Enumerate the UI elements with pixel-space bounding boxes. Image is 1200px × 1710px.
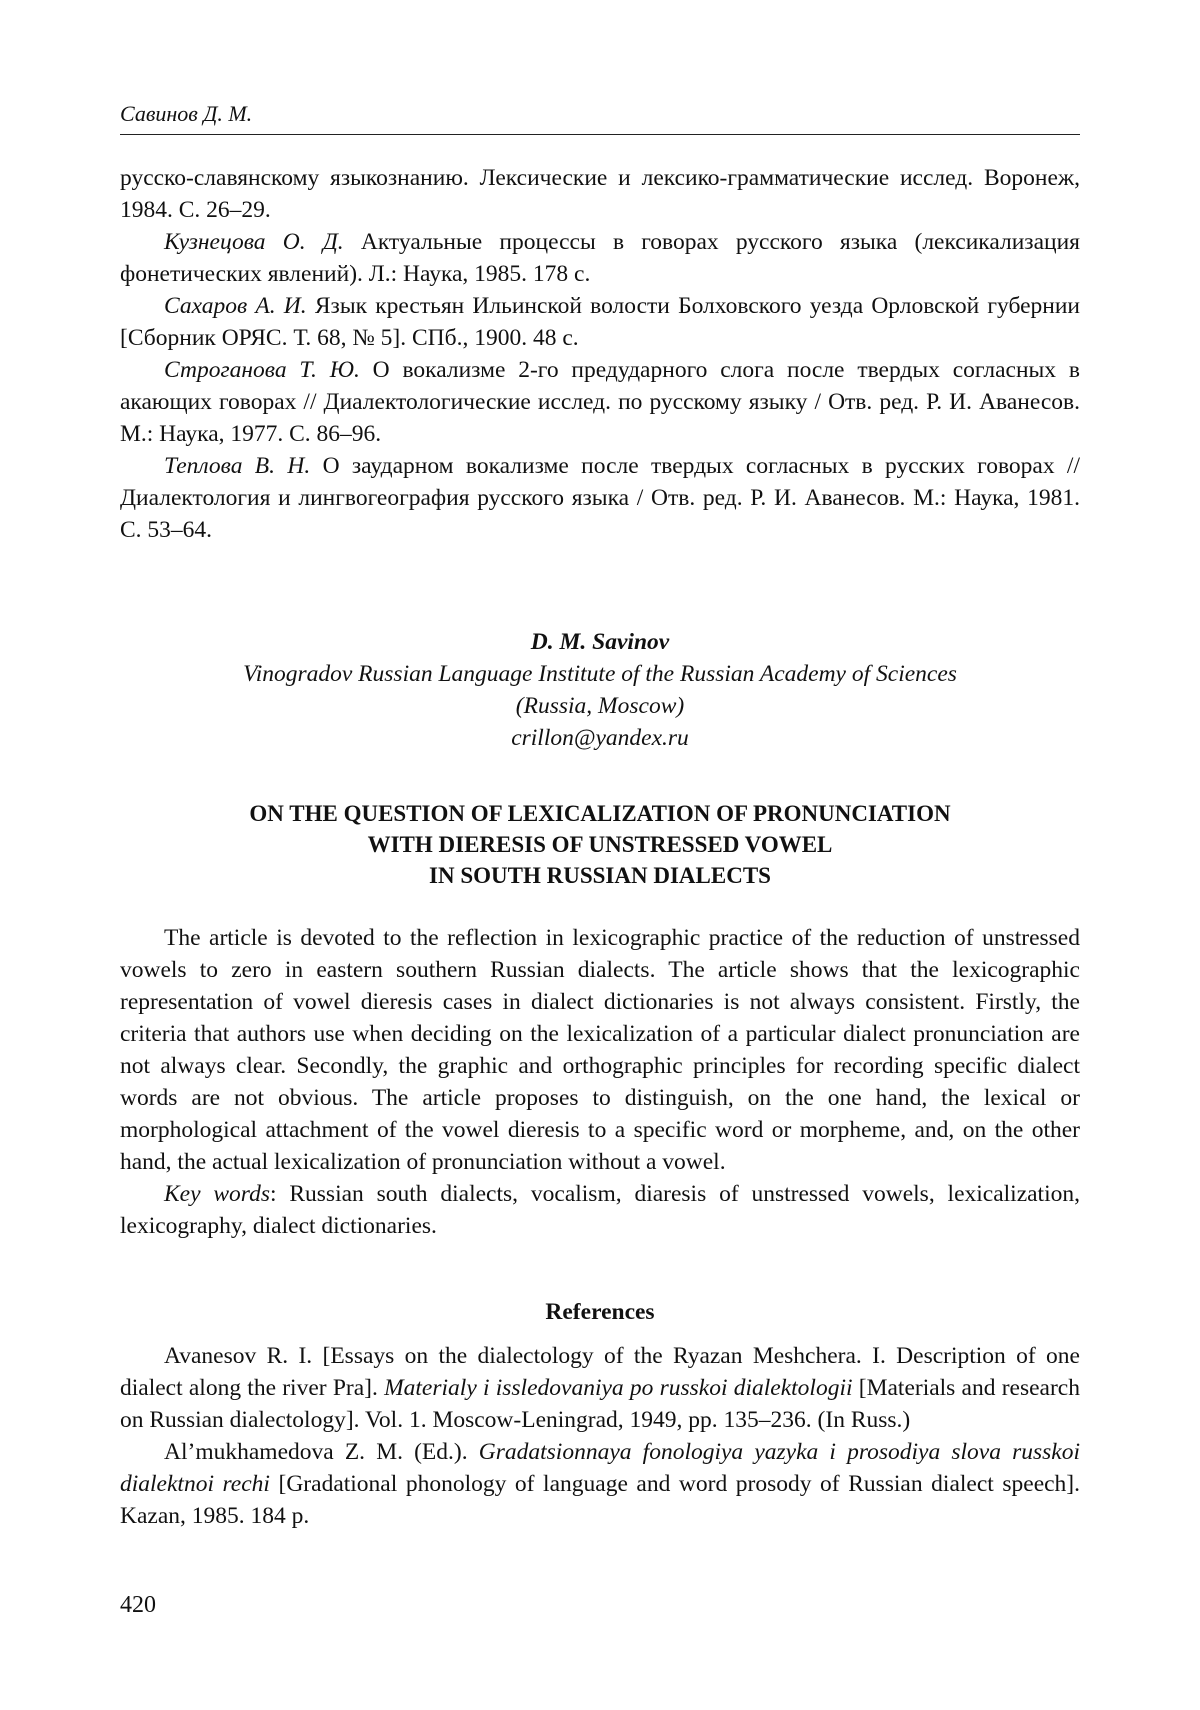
keywords-text: : Russian south dialects, vocalism, diaresis of unstressed vowels, lexicalization, lexicography, dialect dictionaries. [120, 1181, 1080, 1239]
references-heading: References [545, 1299, 655, 1325]
top-references [120, 162, 1080, 546]
references-list [120, 1340, 1080, 1532]
title-line: ON THE QUESTION OF LEXICALIZATION OF PRONUNCIATION [249, 801, 951, 826]
reference-item [120, 450, 1080, 546]
reference-source: Materialy i issledovaniya po russkoi dialektologii [384, 1375, 853, 1401]
author-name: D. M. Savinov [530, 629, 670, 655]
reference-text: Актуальные процессы в говорах русского языка (лексикализация фонетических явлений). Л.: Наука, 1985. 178 с. [120, 229, 1080, 287]
title-line: WITH DIERESIS OF UNSTRESSED VOWEL [367, 832, 833, 857]
reference-continuation [120, 162, 1080, 226]
reference-text: [Gradational phonology of language and word prosody of Russian dialect speech]. Kazan, 1985. 184 p. [120, 1471, 1081, 1529]
reference-item [120, 1340, 1080, 1436]
title-line: IN SOUTH RUSSIAN DIALECTS [429, 863, 771, 888]
author-affiliation: Vinogradov Russian Language Institute of the Russian Academy of Sciences [243, 661, 957, 687]
reference-item [120, 1436, 1080, 1532]
reference-text: Язык крестьян Ильинской волости Болховского уезда Орловской губернии [Сборник ОРЯС. Т. 68, № 5]. СПб., 1900. 48 с. [120, 293, 1081, 351]
author-email: crillon@yandex.ru [511, 725, 689, 751]
article-title [120, 798, 1080, 891]
page-number: 420 [120, 1592, 156, 1618]
abstract-section [120, 922, 1080, 1242]
reference-text: Al’mukhamedova Z. M. (Ed.). [164, 1439, 479, 1465]
reference-item [120, 354, 1080, 450]
header-rule [120, 134, 1080, 135]
reference-text: русско-славянскому языкознанию. Лексические и лексико-грамматические исслед. Воронеж, 1984. С. 26–29. [120, 165, 1080, 223]
abstract: The article is devoted to the reflection in lexicographic practice of the reduction of unstressed vowels to zero in eastern southern Russian dialects. The article shows that the lexicographic representation of vowel dieresis cases in dialect dictionaries is not always consistent. Firstly, the criteria that authors use when deciding on the lexicalization of a particular dialect pronunciation are not always clear. Secondly, the graphic and orthographic principles for recording specific dialect words are not obvious. The article proposes to distinguish, on the one hand, the lexical or morphological attachment of the vowel dieresis to a specific word or morpheme, and, on the other hand, the actual lexicalization of pronunciation without a vowel. [120, 925, 1080, 1175]
reference-text: [Materials and research on Russian dialectology]. Vol. 1. Moscow-Leningrad, 1949, pp. 135–236. (In Russ.) [120, 1375, 1080, 1433]
reference-author: Теплова В. Н. [164, 453, 311, 479]
reference-item [120, 290, 1080, 354]
reference-item [120, 226, 1080, 290]
reference-text: Avanesov R. I. [Essays on the dialectology of the Ryazan Meshchera. I. Description of one dialect along the river Pra]. [120, 1343, 1080, 1401]
reference-source: Gradatsionnaya fonologiya yazyka i prosodiya slova russkoi dialektnoi rechi [120, 1439, 1080, 1497]
keywords-label: Key words [164, 1181, 270, 1207]
reference-text: О заударном вокализме после твердых согласных в русских говорах // Диалектология и лингвогеография русского языка / Отв. ред. Р. И. Аванесов. М.: Наука, 1981. С. 53–64. [120, 453, 1080, 543]
reference-author: Строганова Т. Ю. [164, 357, 360, 383]
author-location: (Russia, Moscow) [515, 693, 685, 719]
reference-author: Сахаров А. И. [164, 293, 307, 319]
running-head: Савинов Д. М. [120, 101, 253, 126]
reference-author: Кузнецова О. Д. [164, 229, 344, 255]
author-block [120, 626, 1080, 754]
reference-text: О вокализме 2-го предударного слога после твердых согласных в акающих говорах // Диалектологические исслед. по русскому языку / Отв. ред. Р. И. Аванесов. М.: Наука, 1977. С. 86–96. [120, 357, 1080, 447]
keywords [120, 1178, 1080, 1242]
